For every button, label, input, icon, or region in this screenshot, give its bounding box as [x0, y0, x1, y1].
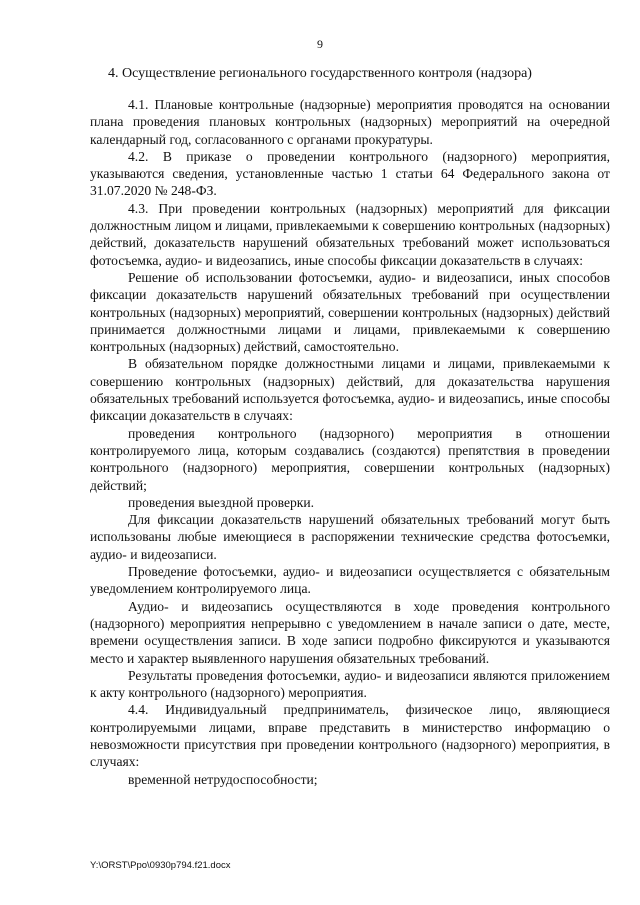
footer-file-path: Y:\ORST\Ppo\0930p794.f21.docx [90, 860, 231, 871]
page-number: 9 [317, 37, 323, 51]
paragraph-technical-means: Для фиксации доказательств нарушений обязательных требований могут быть использованы любые имеющиеся в распоряжении технические средства фотосъемки, аудио- и видеозаписи. [90, 512, 610, 562]
paragraph-4-4: 4.4. Индивидуальный предприниматель, физическое лицо, являющиеся контролируемыми лицами, вправе представить в министерство информацию о невозможности присутствия при проведении контрольного (надзорного) мероприятия, в случаях: [90, 702, 610, 770]
paragraph-4-3: 4.3. При проведении контрольных (надзорных) мероприятий для фиксации должностным лицом и лицами, привлекаемыми к совершению контрольных (надзорных) действий, доказательств нарушений обязательных требований может использоваться фотосъемка, аудио- и видеозапись, иные способы фиксации доказательств в случаях: [90, 200, 610, 268]
document-body [90, 96, 610, 788]
paragraph-4-1: 4.1. Плановые контрольные (надзорные) мероприятия проводятся на основании плана проведения плановых контрольных (надзорных) мероприятий на очередной календарный год, согласованного с органами прокуратуры. [90, 97, 610, 147]
paragraph-case-onsite: проведения выездной проверки. [128, 494, 315, 510]
paragraph-case-incapacity: временной нетрудоспособности; [128, 771, 318, 787]
paragraph-decision: Решение об использовании фотосъемки, аудио- и видеозаписи, иных способов фиксации доказательств нарушений обязательных требований при осуществлении контрольных (надзорных) мероприятий, совершении контрольных (надзорных) действий принимается должностными лицами и лицами, привлекаемыми к совершению контрольных (надзорных) действий, самостоятельно. [90, 269, 610, 355]
paragraph-recording: Аудио- и видеозапись осуществляются в ходе проведения контрольного (надзорного) мероприятия непрерывно с уведомлением в начале записи о дате, месте, времени осуществления записи. В ходе записи подробно фиксируются и указываются место и характер выявленного нарушения обязательных требований. [90, 598, 610, 666]
paragraph-case-obstruction: проведения контрольного (надзорного) мероприятия в отношении контролируемого лица, которым создавались (создаются) препятствия в проведении контрольного (надзорного) мероприятия, совершении контрольных (надзорных) действий; [90, 425, 610, 493]
section-heading: 4. Осуществление регионального государственного контроля (надзора) [108, 66, 532, 81]
paragraph-notification: Проведение фотосъемки, аудио- и видеозаписи осуществляется с обязательным уведомлением контролируемого лица. [90, 564, 610, 597]
paragraph-results: Результаты проведения фотосъемки, аудио- и видеозаписи являются приложением к акту контрольного (надзорного) мероприятия. [90, 667, 610, 701]
paragraph-mandatory: В обязательном порядке должностными лицами и лицами, привлекаемыми к совершению контрольных (надзорных) действий, для доказательства нарушения обязательных требований используется фотосъемка, аудио- и видеозапись, иные способы фиксации доказательств в случаях: [90, 356, 610, 424]
paragraph-4-2: 4.2. В приказе о проведении контрольного (надзорного) мероприятия, указываются сведения, установленные частью 1 статьи 64 Федерального закона от 31.07.2020 № 248-ФЗ. [90, 148, 610, 199]
